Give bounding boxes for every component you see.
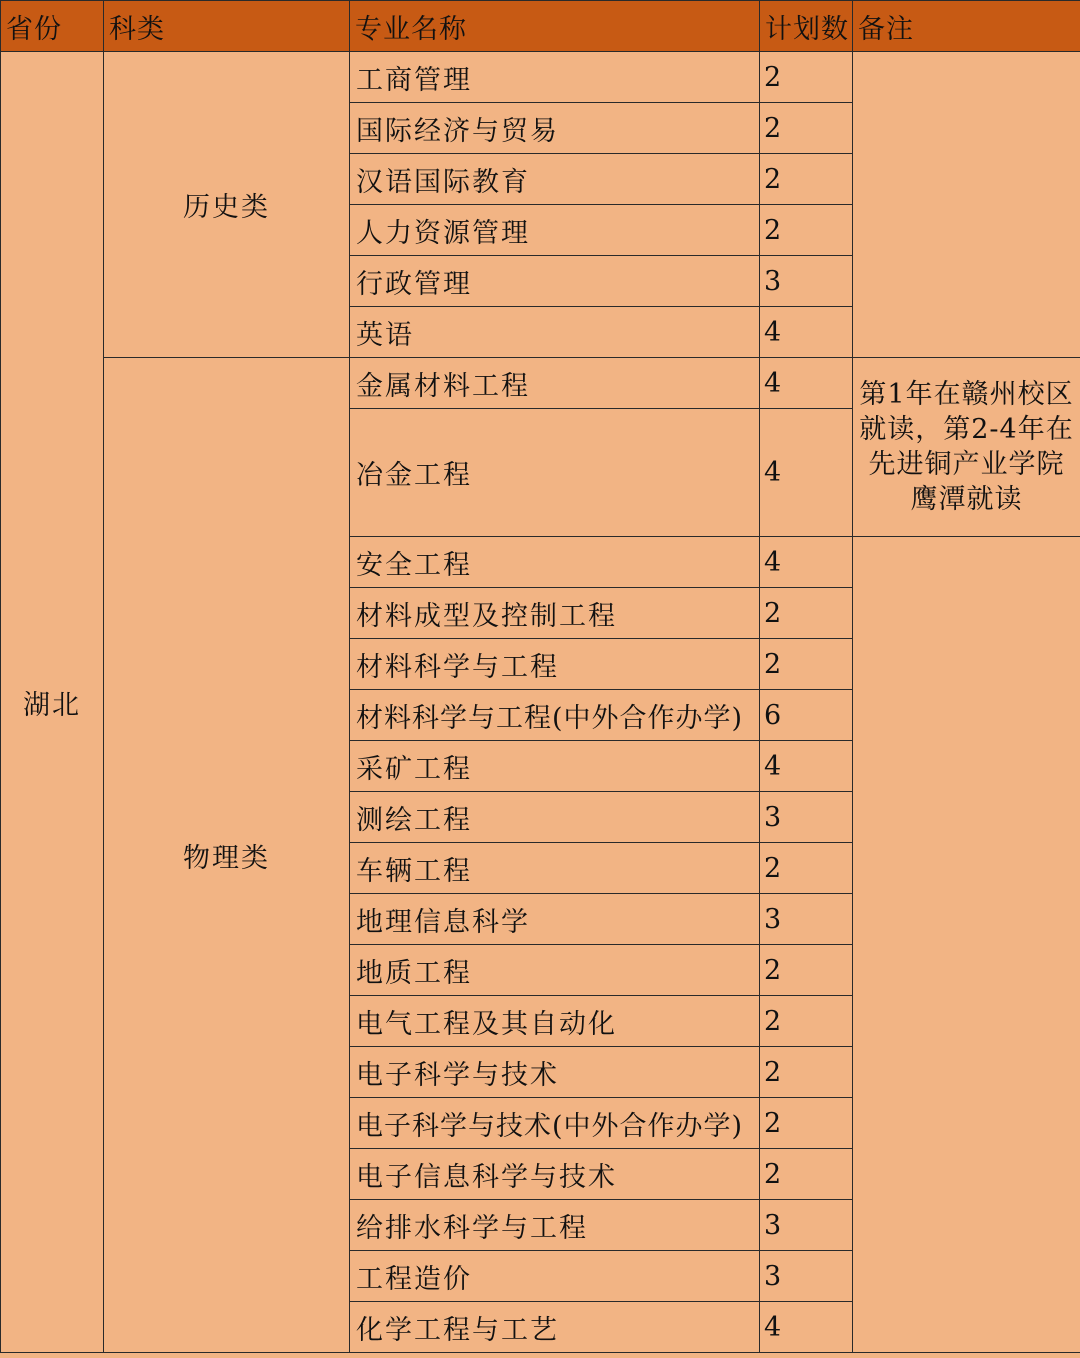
plan-count-cell: 2: [760, 843, 853, 894]
plan-count-cell: 3: [760, 256, 853, 307]
plan-count-cell: 2: [760, 52, 853, 103]
plan-count-cell: 2: [760, 205, 853, 256]
plan-count-cell: 2: [760, 154, 853, 205]
plan-count-cell: 3: [760, 1251, 853, 1302]
plan-count-cell: 2: [760, 1047, 853, 1098]
major-cell: 国际经济与贸易: [350, 103, 760, 154]
plan-count-cell: 2: [760, 588, 853, 639]
plan-count-cell: 3: [760, 894, 853, 945]
note-cell-empty: [853, 52, 1080, 358]
table-row: [1, 358, 1080, 409]
major-cell: 材料科学与工程: [350, 639, 760, 690]
plan-count-cell: 2: [760, 1149, 853, 1200]
note-cell: 第1年在赣州校区就读，第2-4年在先进铜产业学院鹰潭就读: [853, 358, 1080, 537]
major-cell: 车辆工程: [350, 843, 760, 894]
plan-count-cell: 4: [760, 741, 853, 792]
plan-count-cell: 2: [760, 1098, 853, 1149]
major-cell: 电子科学与技术(中外合作办学): [350, 1098, 760, 1149]
plan-count-cell: 4: [760, 537, 853, 588]
plan-count-cell: 2: [760, 945, 853, 996]
major-cell: 汉语国际教育: [350, 154, 760, 205]
major-cell: 行政管理: [350, 256, 760, 307]
plan-count-cell: 3: [760, 792, 853, 843]
plan-count-cell: 2: [760, 103, 853, 154]
header-row: [1, 1, 1080, 52]
note-cell-empty: [853, 537, 1080, 1353]
plan-count-cell: 2: [760, 996, 853, 1047]
header-major: 专业名称: [350, 1, 760, 52]
category-cell-history: 历史类: [104, 52, 350, 358]
plan-count-cell: 6: [760, 690, 853, 741]
major-cell: 材料成型及控制工程: [350, 588, 760, 639]
plan-count-cell: 2: [760, 639, 853, 690]
plan-count-cell: 4: [760, 358, 853, 409]
major-cell: 电子科学与技术: [350, 1047, 760, 1098]
major-cell: 工程造价: [350, 1251, 760, 1302]
major-cell: 金属材料工程: [350, 358, 760, 409]
header-plan: 计划数: [760, 1, 853, 52]
major-cell: 人力资源管理: [350, 205, 760, 256]
plan-count-cell: 4: [760, 1302, 853, 1353]
header-category: 科类: [104, 1, 350, 52]
major-cell: 地理信息科学: [350, 894, 760, 945]
major-cell: 英语: [350, 307, 760, 358]
category-cell-physics: 物理类: [104, 358, 350, 1353]
major-cell: 电气工程及其自动化: [350, 996, 760, 1047]
header-note: 备注: [853, 1, 1080, 52]
major-cell: 化学工程与工艺: [350, 1302, 760, 1353]
major-cell: 材料科学与工程(中外合作办学): [350, 690, 760, 741]
major-cell: 采矿工程: [350, 741, 760, 792]
header-province: 省份: [1, 1, 104, 52]
major-cell: 电子信息科学与技术: [350, 1149, 760, 1200]
major-cell: 测绘工程: [350, 792, 760, 843]
table-row: [1, 52, 1080, 103]
plan-count-cell: 4: [760, 409, 853, 537]
province-cell: 湖北: [1, 52, 104, 1353]
major-cell: 工商管理: [350, 52, 760, 103]
major-cell: 给排水科学与工程: [350, 1200, 760, 1251]
major-cell: 地质工程: [350, 945, 760, 996]
major-cell: 冶金工程: [350, 409, 760, 537]
major-cell: 安全工程: [350, 537, 760, 588]
plan-count-cell: 3: [760, 1200, 853, 1251]
plan-count-cell: 4: [760, 307, 853, 358]
